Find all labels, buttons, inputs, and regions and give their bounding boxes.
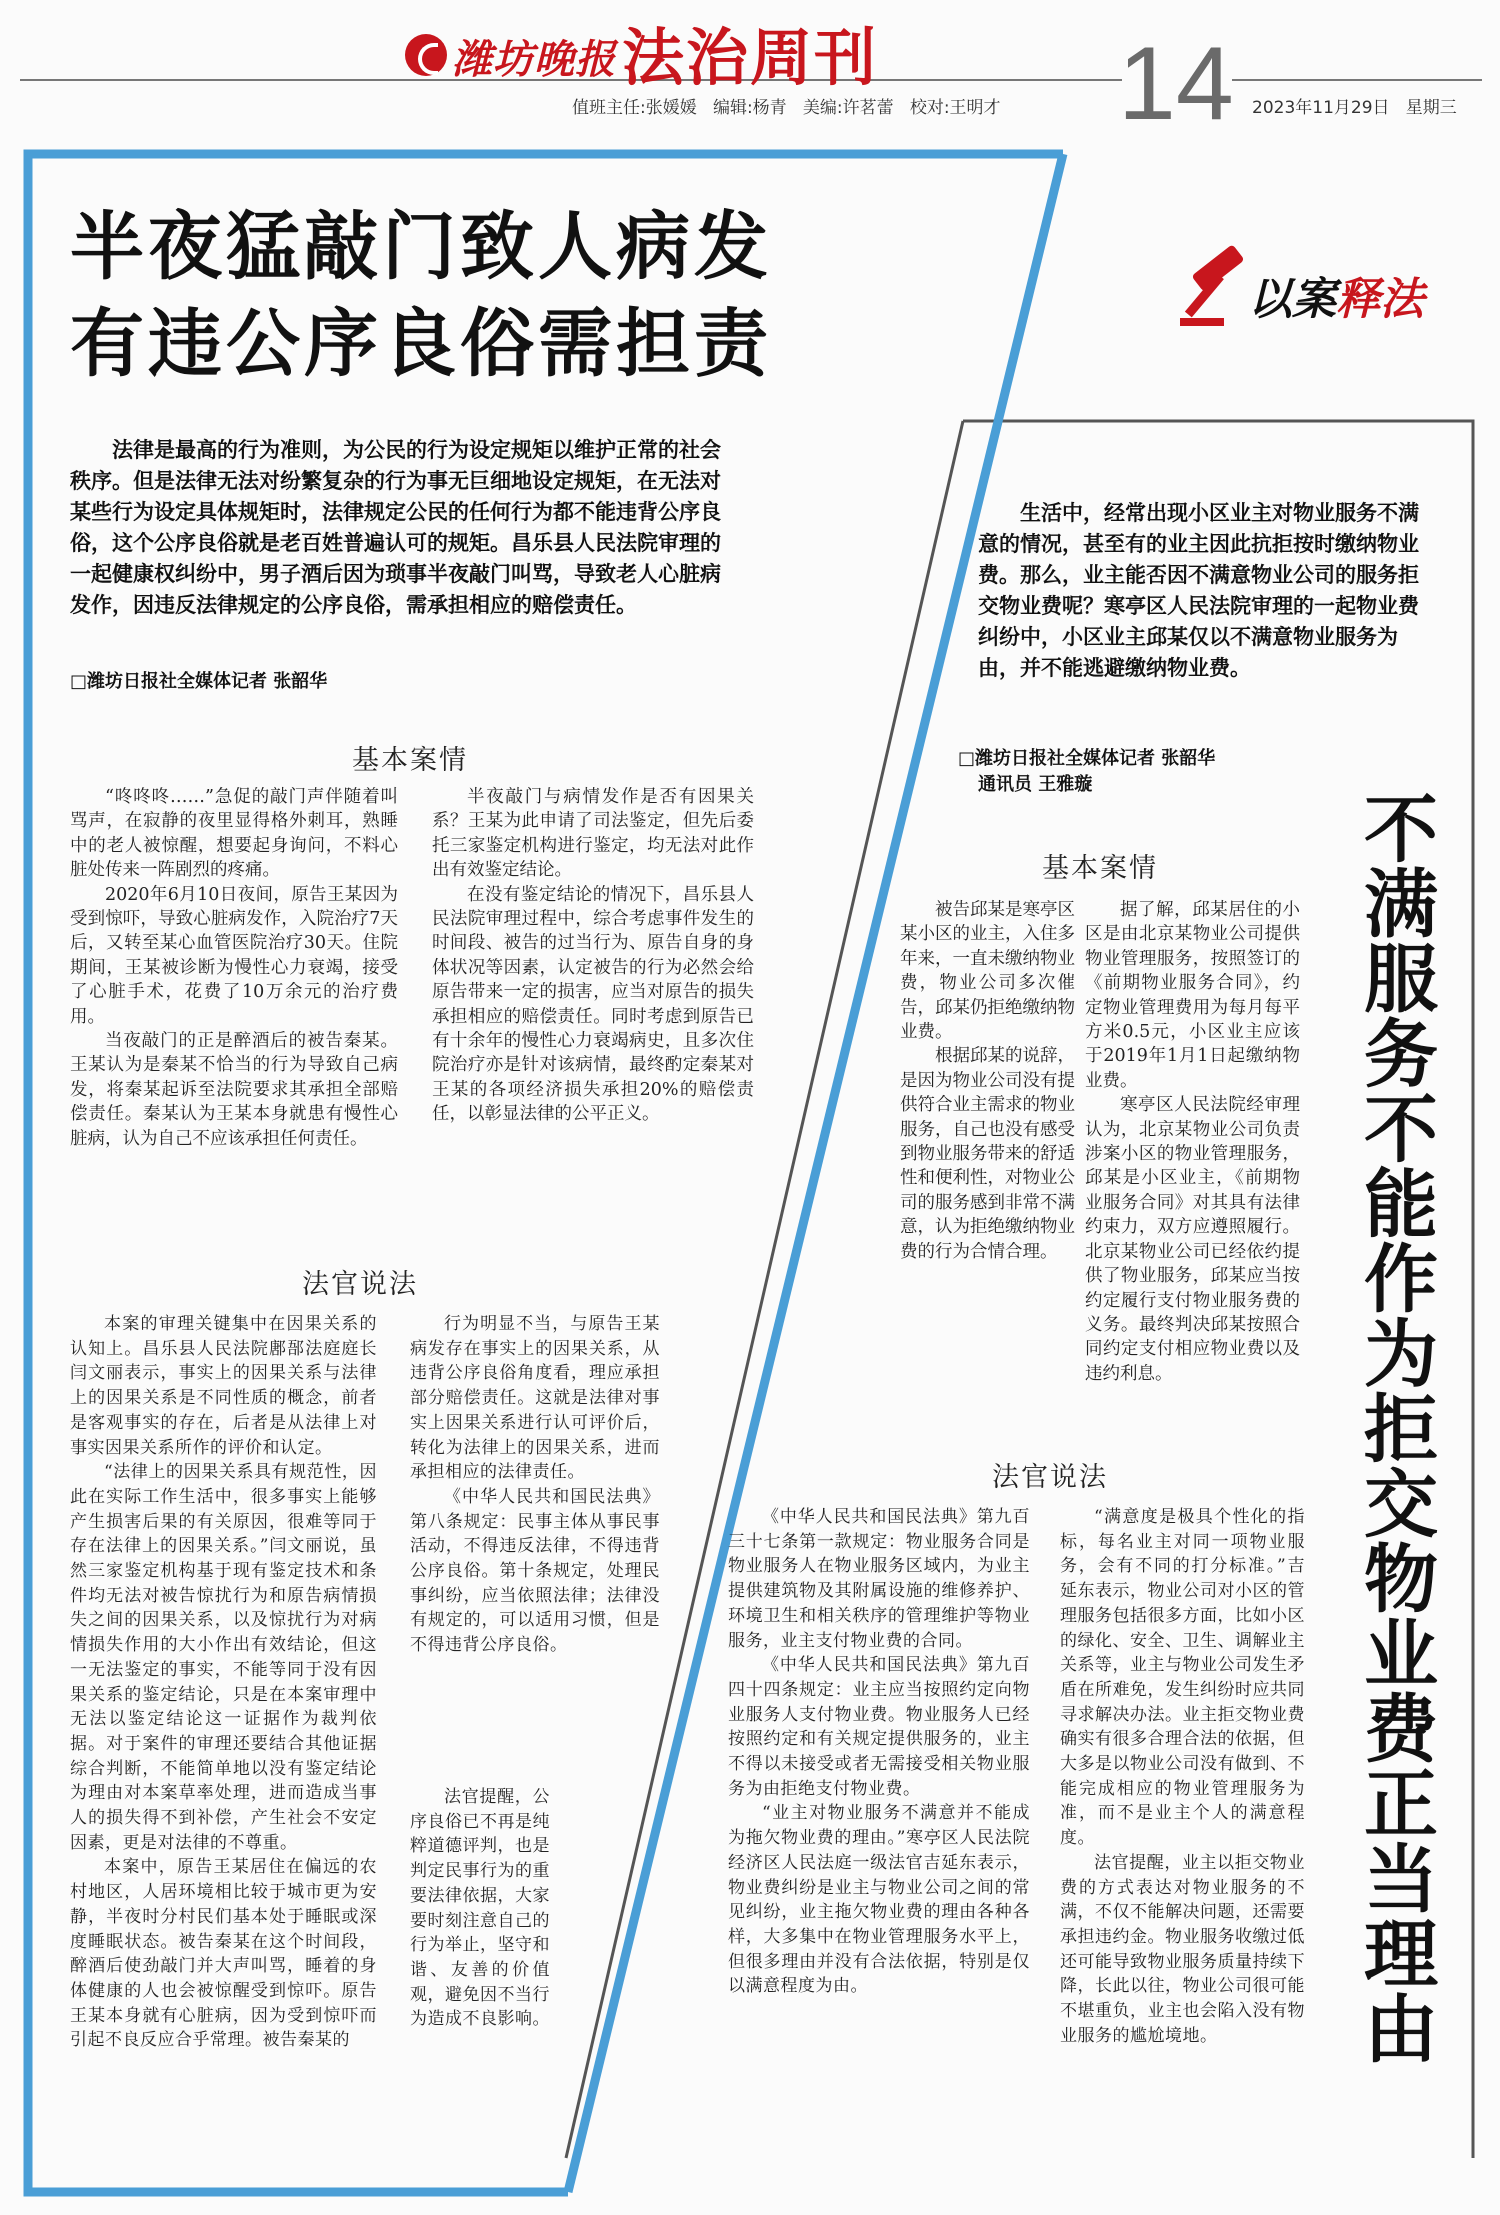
paragraph: 寒亭区人民法院经审理认为，北京某物业公司负责涉案小区的物业管理服务，邱某是小区业主，《前期物业服务合同》对其具有法律约束力，双方应遵照履行。北京某物业公司已经依约提供了物业服务，邱某应当按约定履行支付物业服务费的义务。最终判决邱某按照合同约定支付相应物业费以及违约利息。 [1085, 1095, 1300, 1384]
paragraph: 《中华人民共和国民法典》第八条规定：民事主体从事民事活动，不得违反法律，不得违背公序良俗。第十条规定，处理民事纠纷，应当依照法律；法律没有规定的，可以适用习惯，但是不得违背公序良俗。 [410, 1486, 660, 1656]
article2-byline-reporter: □潍坊日报社全媒体记者 张韶华 [958, 748, 1216, 769]
article2-judge-col2 [1060, 1505, 1305, 2048]
paragraph: 法官提醒，业主以拒交物业费的方式表达对物业服务的不满，不仅不能解决问题，还需要承担违约金。物业服务收缴过低还可能导致物业服务质量持续下降，长此以往，物业公司很可能不堪重负，业主也会陷入没有物业服务的尴尬境地。 [1060, 1852, 1305, 2046]
page-number: 14 [1118, 26, 1234, 142]
gavel-icon [1180, 244, 1245, 326]
paragraph: 本案中，原告王某居住在偏远的农村地区，人居环境相比较于城市更为安静，半夜时分村民们基本处于睡眠或深度睡眠状态。被告秦某在这个时间段，醉酒后使劲敲门并大声叫骂，睡着的身体健康的人也会被惊醒受到惊吓。原告王某本身就有心脏病，因为受到惊吓而引起不良反应合乎常理。被告秦某的 [70, 1857, 377, 2051]
paragraph: 半夜敲门与病情发作是否有因果关系？王某为此申请了司法鉴定，但先后委托三家鉴定机构进行鉴定，均无法对此作出有效鉴定结论。 [432, 787, 754, 881]
article2-lead: 生活中，经常出现小区业主对物业服务不满意的情况，甚至有的业主因此抗拒按时缴纳物业费。那么，业主能否因不满意物业公司的服务拒交物业费呢？寒亭区人民法院审理的一起物业费纠纷中，小区业主邱某仅以不满意物业服务为由，并不能逃避缴纳物业费。 [978, 501, 1419, 680]
article1-case-col2 [432, 785, 754, 1127]
paragraph: 法官提醒，公序良俗已不再是纯粹道德评判，也是判定民事行为的重要法律依据，大家要时刻注意自己的行为举止，坚守和谐、友善的价值观，避免因不当行为造成不良影响。 [410, 1787, 550, 2030]
article1-judge-heading: 法官说法 [302, 1269, 418, 1300]
paragraph: 据了解，邱某居住的小区是由北京某物业公司提供物业管理服务，按照签订的《前期物业服务合同》，约定物业管理费用为每月每平方米0.5元，小区业主应该于2019年1月1日起缴纳物业费。 [1085, 900, 1300, 1091]
issue-date: 2023年11月29日 星期三 [1252, 98, 1457, 118]
paragraph: 《中华人民共和国民法典》第九百三十七条第一款规定：物业服务合同是物业服务人在物业服务区域内，为业主提供建筑物及其附属设施的维修养护、环境卫生和相关秩序的管理维护等物业服务，业主支付物业费的合同。 [728, 1507, 1030, 1651]
paragraph: 根据邱某的说辞，是因为物业公司没有提供符合业主需求的物业服务，自己也没有感受到物业服务带来的舒适性和便利性，对物业公司的服务感到非常不满意，认为拒绝缴纳物业费的行为合情合理。 [900, 1046, 1075, 1262]
paragraph: 在没有鉴定结论的情况下，昌乐县人民法院审理过程中，综合考虑事件发生的时间段、被告的过当行为、原告自身的身体状况等因素，认定被告的行为必然会给原告带来一定的损害，应当对原告的损失承担相应的赔偿责任。同时考虑到原告已有十余年的慢性心力衰竭病史，且多次住院治疗亦是针对该病情，最终酌定秦某对王某的各项经济损失承担20%的赔偿责任，以彰显法律的公平正义。 [432, 884, 754, 1125]
paragraph: 行为明显不当，与原告王某病发存在事实上的因果关系，从违背公序良俗角度看，理应承担部分赔偿责任。这就是法律对事实上因果关系进行认可评价后，转化为法律上的因果关系，进而承担相应的法律责任。 [410, 1314, 660, 1483]
article1-title-line2: 有违公序良俗需担责 [70, 301, 772, 387]
article2-case-col2 [1085, 898, 1300, 1386]
article1-judge-col1 [70, 1312, 377, 2053]
paper-name: 潍坊晚报 [452, 37, 616, 83]
article1-title-line1: 半夜猛敲门致人病发 [70, 204, 772, 290]
article1-lead: 法律是最高的行为准则，为公民的行为设定规矩以维护正常的社会秩序。但是法律无法对纷繁复杂的行为事无巨细地设定规矩，在无法对某些行为设定具体规矩时，法律规定公民的任何行为都不能违背公序良俗，这个公序良俗就是老百姓普遍认可的规矩。昌乐县人民法院审理的一起健康权纠纷中，男子酒后因为琐事半夜敲门叫骂，导致老人心脏病发作，因违反法律规定的公序良俗，需承担相应的赔偿责任。 [70, 438, 721, 617]
article1-judge-col2-tail [410, 1785, 550, 2032]
paragraph: “咚咚咚……”急促的敲门声伴随着叫骂声，在寂静的夜里显得格外刺耳，熟睡中的老人被惊醒，想要起身询问，不料心脏处传来一阵剧烈的疼痛。 [70, 787, 398, 881]
article2-judge-heading: 法官说法 [992, 1462, 1108, 1493]
badge-part1: 以案 [1248, 274, 1336, 325]
article1-judge-col2 [410, 1312, 660, 1658]
article2-case-col1 [900, 898, 1075, 1264]
paragraph: 当夜敲门的正是醉酒后的被告秦某。王某认为是秦某不恰当的行为导致自己病发，将秦某起诉至法院要求其承担全部赔偿责任。秦某认为王某本身就患有慢性心脏病，认为自己不应该承担任何责任。 [70, 1031, 398, 1149]
article1-case-heading: 基本案情 [352, 745, 468, 776]
paragraph: “法律上的因果关系具有规范性，因此在实际工作生活中，很多事实上能够产生损害后果的有关原因，很难等同于存在法律上的因果关系。”闫文丽说，虽然三家鉴定机构基于现有鉴定技术和条件均无法对被告惊扰行为和原告病情损失之间的因果关系，以及惊扰行为对病情损失作用的大小作出有效结论，但这一无法鉴定的事实，不能等同于没有因果关系的鉴定结论，只是在本案审理中无法以鉴定结论这一证据作为裁判依据。对于案件的审理还要结合其他证据综合判断，不能简单地以没有鉴定结论为理由对本案草率处理，进而造成当事人的损失得不到补偿，产生社会不安定因素，更是对法律的不尊重。 [70, 1462, 377, 1853]
section-name: 法治周刊 [622, 21, 879, 94]
article1-byline: □潍坊日报社全媒体记者 张韶华 [70, 671, 328, 692]
article1-case-col1 [70, 785, 398, 1151]
paragraph: 被告邱某是寒亭区某小区的业主，入住多年来，一直未缴纳物业费，物业公司多次催告，邱某仍拒绝缴纳物业费。 [900, 900, 1075, 1043]
article2-title: 不满服务不能作为拒交物业费正当理由 [1352, 790, 1438, 2065]
article2-byline-correspondent: 通讯员 王雅璇 [978, 774, 1093, 795]
paragraph: “满意度是极具个性化的指标，每名业主对同一项物业服务，会有不同的打分标准。”吉延东表示，物业公司对小区的管理服务包括很多方面，比如小区的绿化、安全、卫生、调解业主关系等，业主与物业公司发生矛盾在所难免，发生纠纷时应共同寻求解决办法。业主拒交物业费确实有很多合理合法的依据，但大多是以物业公司没有做到、不能完成相应的物业管理服务为准，而不是业主个人的满意程度。 [1060, 1507, 1305, 1849]
badge-part2: 释法 [1336, 274, 1424, 325]
paragraph: “业主对物业服务不满意并不能成为拖欠物业费的理由。”寒亭区人民法院经济区人民法庭一级法官吉延东表示，物业费纠纷是业主与物业公司之间的常见纠纷，业主拖欠物业费的理由各种各样，大多集中在物业管理服务水平上，但很多理由并没有合法依据，特别是仅以满意程度为由。 [728, 1803, 1030, 1997]
paragraph: 本案的审理关键集中在因果关系的认知上。昌乐县人民法院鄌郚法庭庭长闫文丽表示，事实上的因果关系与法律上的因果关系是不同性质的概念，前者是客观事实的存在，后者是从法律上对事实因果关系所作的评价和认定。 [70, 1314, 377, 1458]
badge-label [1248, 263, 1424, 327]
staff-credits: 值班主任:张媛媛 编辑:杨青 美编:许茗蕾 校对:王明才 [572, 98, 1001, 118]
paragraph: 2020年6月10日夜间，原告王某因为受到惊吓，导致心脏病发作，入院治疗7天后，又转至某心血管医院治疗30天。住院期间，王某被诊断为慢性心力衰竭，接受了心脏手术，花费了10万余元的治疗费用。 [70, 884, 398, 1027]
article2-judge-col1 [728, 1505, 1030, 1999]
article2-case-heading: 基本案情 [1042, 853, 1158, 884]
paragraph: 《中华人民共和国民法典》第九百四十四条规定：业主应当按照约定向物业服务人支付物业费。物业服务人已经按照约定和有关规定提供服务的，业主不得以未接受或者无需接受相关物业服务为由拒绝支付物业费。 [728, 1655, 1030, 1799]
